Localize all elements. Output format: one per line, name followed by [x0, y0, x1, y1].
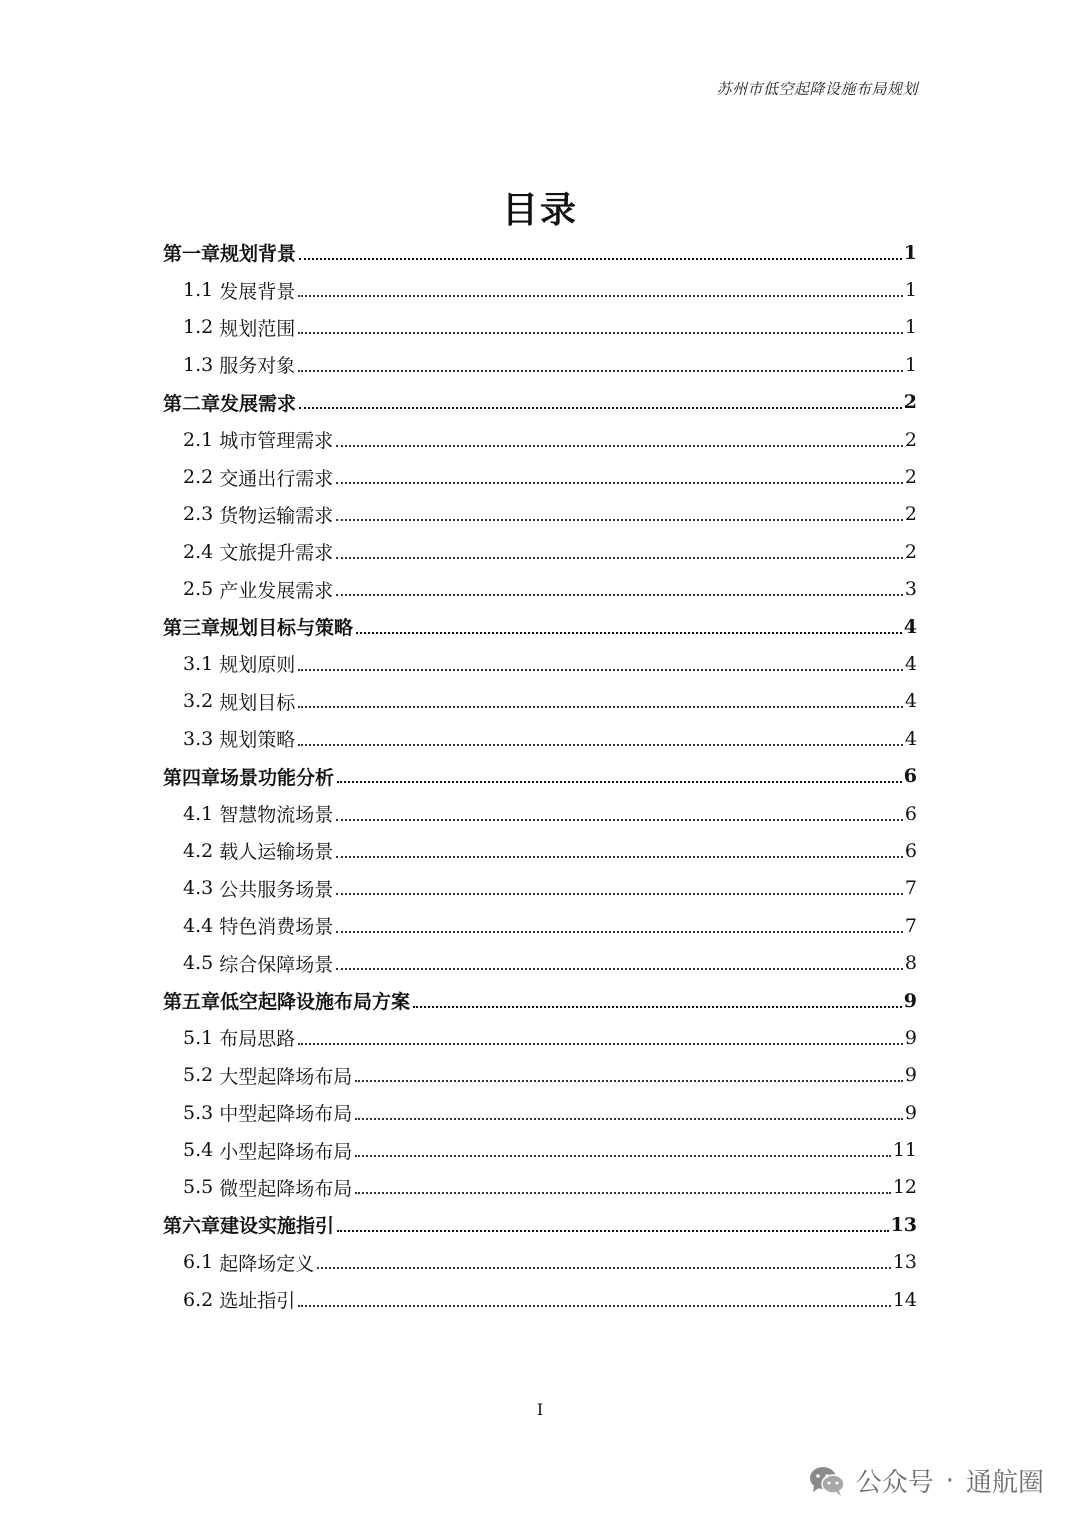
- toc-entry-page: 9: [904, 1064, 917, 1087]
- running-header-title: 苏州市低空起降设施布局规划: [716, 80, 918, 98]
- toc-entry-number: 2.1: [183, 428, 214, 451]
- toc-entry-label: 起降场定义: [219, 1252, 315, 1275]
- toc-dot-leader: [298, 370, 903, 372]
- toc-dot-leader: [355, 1155, 891, 1157]
- toc-entry-number: 1.2: [183, 316, 214, 339]
- toc-chapter-entry[interactable]: [163, 757, 917, 794]
- toc-dot-leader: [336, 968, 903, 970]
- toc-section-entry[interactable]: [163, 571, 917, 608]
- toc-entry-page: 6: [903, 765, 917, 788]
- toc-entry-page: 2: [904, 540, 917, 563]
- toc-dot-leader: [337, 1230, 889, 1232]
- toc-entry-label: 大型起降场布局: [219, 1065, 353, 1088]
- toc-section-entry[interactable]: [163, 309, 917, 346]
- toc-entry-label: 综合保障场景: [219, 953, 334, 976]
- toc-entry-label: 智慧物流场景: [219, 804, 334, 827]
- toc-section-entry[interactable]: [163, 496, 917, 533]
- toc-entry-label: 载人运输场景: [219, 841, 334, 864]
- toc-chapter-entry[interactable]: [163, 1206, 917, 1243]
- toc-entry-label: 文旅提升需求: [219, 542, 334, 565]
- toc-section-entry[interactable]: [163, 944, 917, 981]
- toc-section-entry[interactable]: [163, 421, 917, 458]
- toc-entry-number: 1.1: [183, 279, 214, 302]
- toc-entry-label: 第四章场景功能分析: [163, 766, 335, 789]
- toc-entry-number: 4.5: [183, 952, 214, 975]
- toc-entry-page: 4: [904, 727, 917, 750]
- toc-dot-leader: [356, 632, 902, 634]
- toc-entry-page: 1: [903, 241, 917, 264]
- toc-entry-label: 第五章低空起降设施布局方案: [163, 991, 411, 1013]
- toc-entry-number: 2.3: [183, 503, 214, 526]
- toc-entry-page: 2: [904, 503, 917, 526]
- toc-entry-page: 9: [904, 1026, 917, 1049]
- toc-entry-label: 公共服务场景: [219, 878, 334, 901]
- toc-section-entry[interactable]: [163, 1281, 917, 1318]
- toc-entry-number: 3.3: [183, 727, 214, 750]
- toc-section-entry[interactable]: [163, 1057, 917, 1094]
- toc-dot-leader: [298, 669, 903, 671]
- toc-dot-leader: [298, 706, 903, 708]
- toc-entry-number: 6.2: [183, 1288, 214, 1311]
- toc-entry-page: 7: [904, 914, 917, 937]
- toc-entry-number: 2.4: [183, 540, 214, 563]
- toc-entry-page: 2: [904, 466, 917, 489]
- toc-dot-leader: [336, 594, 903, 596]
- toc-dot-leader: [355, 1080, 903, 1082]
- toc-entry-page: 11: [892, 1139, 917, 1162]
- toc-entry-label: 产业发展需求: [219, 579, 334, 602]
- toc-entry-label: 发展背景: [219, 280, 296, 303]
- toc-section-entry[interactable]: [163, 870, 917, 907]
- toc-entry-number: 3.2: [183, 690, 214, 713]
- toc-entry-page: 9: [904, 1101, 917, 1124]
- watermark-prefix: 公众号: [855, 1468, 934, 1498]
- toc-entry-page: 14: [892, 1288, 917, 1311]
- toc-section-entry[interactable]: [163, 1244, 917, 1281]
- toc-entry-page: 2: [903, 391, 917, 414]
- toc-entry-label: 小型起降场布局: [219, 1140, 353, 1163]
- toc-entry-number: 5.1: [183, 1026, 214, 1049]
- toc-dot-leader: [355, 1118, 903, 1120]
- toc-section-entry[interactable]: [163, 1094, 917, 1131]
- toc-dot-leader: [336, 856, 903, 858]
- toc-chapter-entry[interactable]: [163, 384, 917, 421]
- toc-entry-page: 4: [904, 652, 917, 675]
- toc-dot-leader: [336, 519, 903, 521]
- toc-section-entry[interactable]: [163, 271, 917, 308]
- toc-entry-label: 规划范围: [219, 317, 296, 340]
- toc-entry-number: 5.4: [183, 1139, 214, 1162]
- toc-entry-number: 5.5: [183, 1176, 214, 1199]
- wechat-watermark: [808, 1462, 1044, 1499]
- toc-section-entry[interactable]: [163, 683, 917, 720]
- toc-entry-page: 8: [904, 952, 917, 975]
- toc-entry-page: 4: [903, 615, 917, 638]
- toc-entry-label: 规划目标: [219, 691, 296, 714]
- toc-dot-leader: [317, 1267, 891, 1269]
- toc-section-entry[interactable]: [163, 1131, 917, 1168]
- toc-entry-number: 2.5: [183, 578, 214, 601]
- toc-section-entry[interactable]: [163, 720, 917, 757]
- toc-entry-label: 货物运输需求: [219, 504, 334, 527]
- toc-section-entry[interactable]: [163, 1019, 917, 1056]
- toc-entry-page: 3: [904, 578, 917, 601]
- watermark-account: 通航圈: [965, 1468, 1044, 1498]
- toc-entry-label: 城市管理需求: [219, 430, 334, 453]
- toc-entry-page: 6: [904, 839, 917, 862]
- toc-entry-page: 12: [892, 1176, 917, 1199]
- toc-entry-label: 中型起降场布局: [219, 1103, 353, 1126]
- toc-dot-leader: [336, 931, 903, 933]
- toc-dot-leader: [336, 482, 903, 484]
- toc-entry-number: 4.1: [183, 802, 214, 825]
- toc-dot-leader: [355, 1192, 891, 1194]
- toc-entry-label: 微型起降场布局: [219, 1177, 353, 1200]
- toc-entry-page: 6: [904, 802, 917, 825]
- toc-entry-page: 2: [904, 428, 917, 451]
- toc-dot-leader: [298, 1043, 903, 1045]
- toc-title: 目录: [501, 189, 578, 231]
- toc-dot-leader: [298, 744, 903, 746]
- toc-dot-leader: [336, 557, 903, 559]
- toc-section-entry[interactable]: [163, 1169, 917, 1206]
- toc-dot-leader: [337, 781, 902, 783]
- toc-entry-number: 4.4: [183, 914, 214, 937]
- toc-chapter-entry[interactable]: [163, 608, 917, 645]
- toc-section-entry[interactable]: [163, 346, 917, 383]
- toc-dot-leader: [299, 258, 902, 260]
- toc-dot-leader: [336, 893, 903, 895]
- toc-dot-leader: [298, 332, 903, 334]
- toc-entry-number: 5.2: [183, 1064, 214, 1087]
- toc-entry-label: 布局思路: [219, 1028, 296, 1051]
- toc-entry-page: 1: [904, 316, 917, 339]
- toc-entry-number: 4.2: [183, 839, 214, 862]
- toc-entry-label: 规划原则: [219, 654, 296, 677]
- wechat-icon: [808, 1465, 846, 1497]
- toc-entry-page: 7: [904, 877, 917, 900]
- watermark-separator: ·: [945, 1465, 954, 1496]
- toc-section-entry[interactable]: [163, 533, 917, 570]
- toc-entry-label: 选址指引: [219, 1290, 296, 1313]
- toc-entry-label: 第二章发展需求: [163, 392, 297, 415]
- toc-dot-leader: [299, 407, 902, 409]
- toc-entry-label: 第六章建设实施指引: [163, 1215, 335, 1238]
- toc-entry-number: 4.3: [183, 877, 214, 900]
- toc-chapter-entry[interactable]: [163, 982, 917, 1019]
- toc-entry-number: 6.1: [183, 1251, 214, 1274]
- toc-dot-leader: [413, 1006, 902, 1008]
- toc-entry-label: 规划策略: [219, 729, 296, 752]
- toc-section-entry[interactable]: [163, 645, 917, 682]
- toc-chapter-entry[interactable]: [163, 234, 917, 271]
- toc-entry-number: 5.3: [183, 1101, 214, 1124]
- toc-entry-page: 4: [904, 690, 917, 713]
- page-number: I: [536, 1400, 544, 1419]
- toc-entry-label: 交通出行需求: [219, 467, 334, 490]
- table-of-contents: [163, 234, 917, 1318]
- toc-dot-leader: [298, 1305, 891, 1307]
- toc-entry-page: 1: [904, 279, 917, 302]
- toc-entry-page: 9: [903, 989, 917, 1012]
- toc-entry-number: 2.2: [183, 466, 214, 489]
- toc-dot-leader: [298, 295, 903, 297]
- toc-section-entry[interactable]: [163, 907, 917, 944]
- toc-section-entry[interactable]: [163, 832, 917, 869]
- toc-entry-number: 1.3: [183, 353, 214, 376]
- toc-dot-leader: [336, 819, 903, 821]
- toc-entry-page: 13: [892, 1251, 917, 1274]
- toc-section-entry[interactable]: [163, 795, 917, 832]
- toc-dot-leader: [336, 445, 903, 447]
- toc-entry-label: 第三章规划目标与策略: [163, 617, 354, 640]
- toc-entry-label: 第一章规划背景: [163, 243, 297, 266]
- toc-entry-label: 特色消费场景: [219, 916, 334, 939]
- toc-entry-label: 服务对象: [219, 355, 296, 378]
- toc-entry-page: 1: [904, 353, 917, 376]
- toc-entry-number: 3.1: [183, 652, 214, 675]
- toc-section-entry[interactable]: [163, 458, 917, 495]
- toc-entry-page: 13: [890, 1213, 917, 1236]
